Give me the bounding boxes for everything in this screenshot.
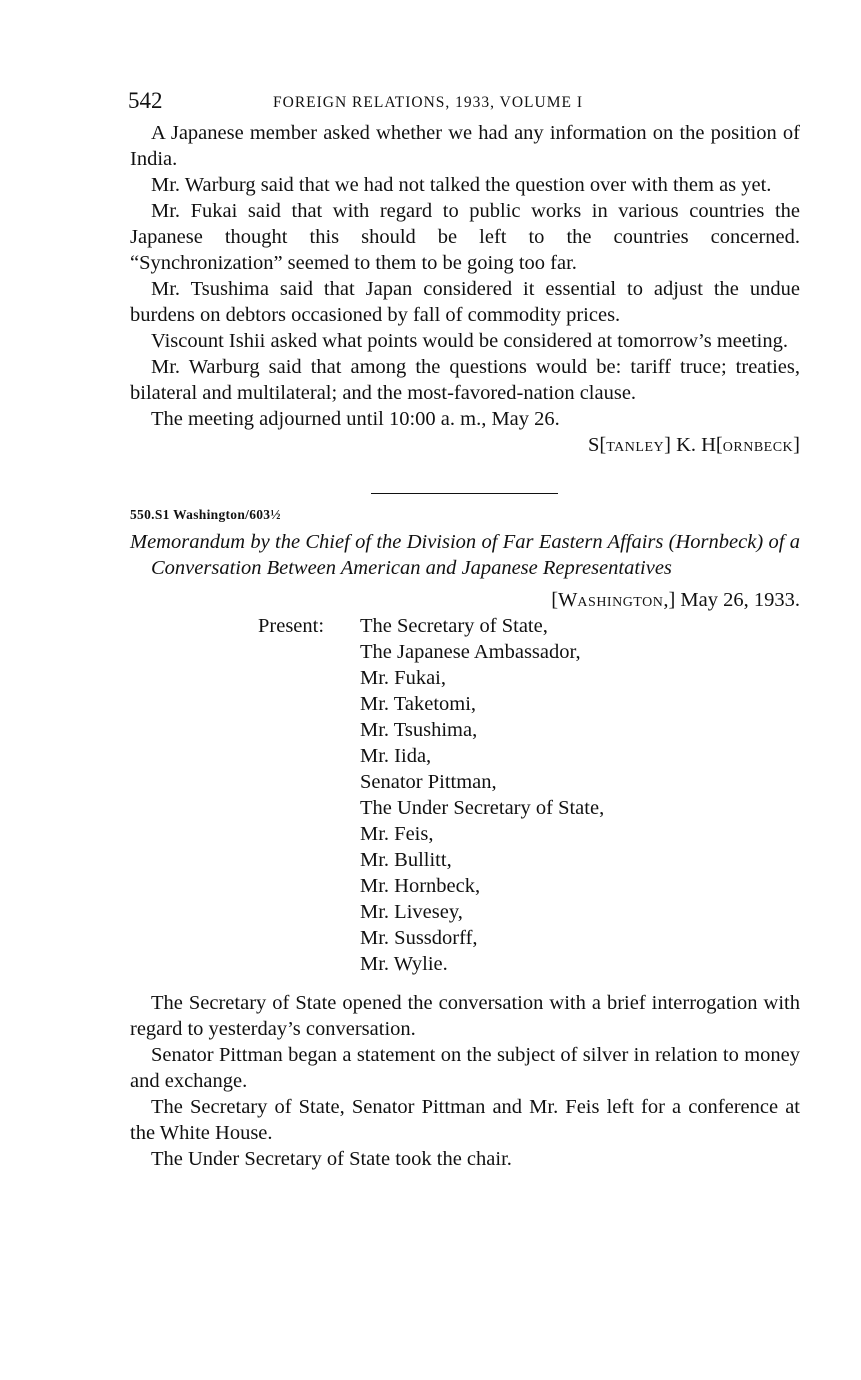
body-bottom — [130, 990, 800, 1172]
paragraph: Viscount Ishii asked what points would be considered at tomorrow’s meeting. — [151, 330, 789, 352]
paragraph: Mr. Warburg said that we had not talked the question over with them as yet. — [151, 174, 772, 196]
present-label: Present: — [258, 615, 325, 637]
memo-title: Memorandum by the Chief of the Division of Far Eastern Affairs (Hornbeck) of a Conversation Between American and Japanese Representatives — [130, 531, 800, 579]
running-head: FOREIGN RELATIONS, 1933, VOLUME I — [273, 94, 583, 111]
dateline — [130, 587, 800, 613]
attendee: Mr. Wylie. — [360, 953, 448, 975]
paragraph: A Japanese member asked whether we had any information on the position of India. — [130, 122, 800, 170]
attendee: The Under Secretary of State, — [360, 797, 605, 819]
attendee: Mr. Tsushima, — [360, 719, 478, 741]
attendee-list — [360, 613, 604, 977]
attendee: The Secretary of State, — [360, 615, 548, 637]
attendee: Mr. Hornbeck, — [360, 875, 481, 897]
page-header — [130, 86, 800, 120]
file-reference: 550.S1 Washington/603½ — [130, 507, 281, 522]
signature — [130, 432, 800, 458]
attendee: Mr. Bullitt, — [360, 849, 452, 871]
present-block — [130, 613, 800, 977]
paragraph: Mr. Tsushima said that Japan considered it essential to adjust the undue burdens on debtors occasioned by fall of commodity prices. — [130, 278, 800, 326]
paragraph: Mr. Fukai said that with regard to public works in various countries the Japanese thought this should be left to the countries concerned. “Synchronization” seemed to them to be going too far. — [130, 200, 800, 274]
paragraph: The meeting adjourned until 10:00 a. m., May 26. — [151, 408, 560, 430]
paragraph: Senator Pittman began a statement on the subject of silver in relation to money and exchange. — [130, 1044, 800, 1092]
attendee: The Japanese Ambassador, — [360, 641, 581, 663]
paragraph: Mr. Warburg said that among the questions would be: tariff truce; treaties, bilateral and multilateral; and the most-favored-nation clause. — [130, 356, 800, 404]
signature-part: tanley — [606, 434, 665, 456]
paragraph: The Secretary of State, Senator Pittman and Mr. Feis left for a conference at the White House. — [130, 1096, 800, 1144]
dateline-part: [W — [551, 589, 578, 611]
section-divider — [371, 493, 558, 494]
paragraph: The Under Secretary of State took the chair. — [151, 1148, 512, 1170]
attendee: Mr. Sussdorff, — [360, 927, 478, 949]
signature-part: ] K. H[ — [664, 434, 723, 456]
dateline-part: ,] May 26, 1933. — [663, 589, 800, 611]
signature-part: ornbeck — [722, 434, 794, 456]
paragraph: The Secretary of State opened the conversation with a brief interrogation with regard to yesterday’s conversation. — [130, 992, 800, 1040]
signature-part: S[ — [588, 434, 607, 456]
dateline-part: ashington — [577, 589, 664, 611]
signature-part: ] — [793, 434, 800, 456]
attendee: Mr. Iida, — [360, 745, 432, 767]
attendee: Senator Pittman, — [360, 771, 497, 793]
attendee: Mr. Taketomi, — [360, 693, 477, 715]
document-page — [130, 86, 800, 1172]
page-number: 542 — [128, 88, 163, 113]
attendee: Mr. Livesey, — [360, 901, 463, 923]
attendee: Mr. Feis, — [360, 823, 434, 845]
body-top — [130, 120, 800, 432]
attendee: Mr. Fukai, — [360, 667, 446, 689]
